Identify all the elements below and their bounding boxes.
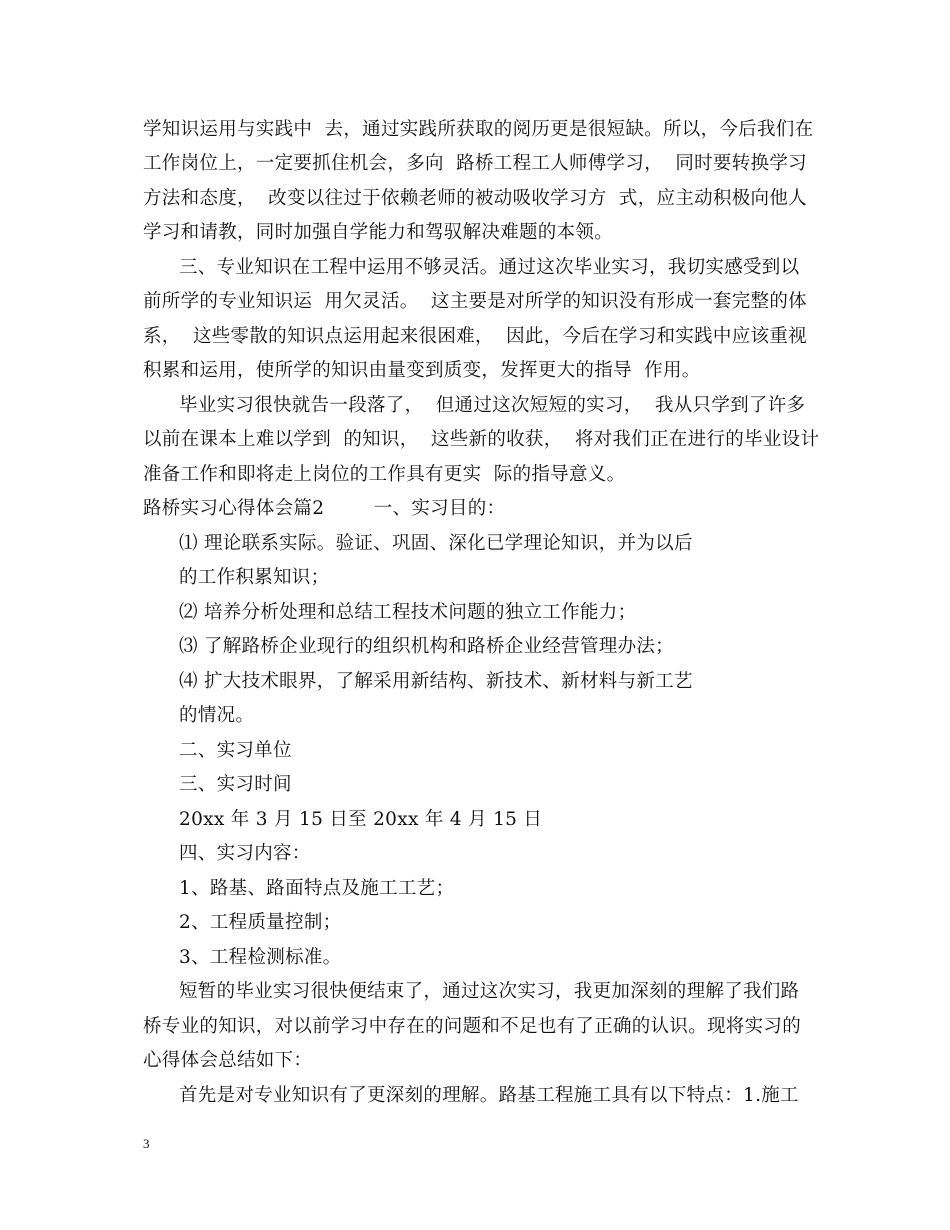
text-line: 桥专业的知识，对以前学习中存在的问题和不足也有了正确的认识。现将实习的: [143, 1016, 802, 1037]
text-line: 20xx 年 3 月 15 日至 20xx 年 4 月 15 日: [179, 809, 543, 830]
text-line: 学知识运用与实践中 去，通过实践所获取的阅历更是很短缺。所以，今后我们在: [143, 119, 814, 140]
text-line: 短暂的毕业实习很快便结束了，通过这次实习，我更加深刻的理解了我们路: [179, 981, 800, 1002]
text-line: 准备工作和即将走上岗位的工作具有更实 际的指导意义。: [143, 464, 626, 485]
text-line: 心得体会总结如下：: [143, 1050, 313, 1071]
text-line: 四、实习内容：: [179, 843, 311, 864]
list-item: ⑵ 培养分析处理和总结工程技术问题的独立工作能力；: [179, 602, 637, 623]
text-line: 积累和运用，使所学的知识由量变到质变，发挥更大的指导 作用。: [143, 360, 701, 381]
list-item: 3、工程检测标准。: [179, 947, 342, 968]
text-line: 二、实习单位: [179, 740, 292, 761]
text-line: 系， 这些零散的知识点运用起来很困难， 因此，今后在学习和实践中应该重视: [143, 326, 807, 347]
text-line: 毕业实习很快就告一段落了， 但通过这次短短的实习， 我从只学到了许多: [179, 395, 806, 416]
list-item: ⑴ 理论联系实际。验证、巩固、深化已学理论知识，并为以后: [179, 533, 693, 554]
text-line: 方法和态度， 改变以往过于依赖老师的被动吸收学习方 式，应主动积极向他人: [143, 188, 807, 209]
text-line: 三、专业知识在工程中运用不够灵活。通过这次毕业实习，我切实感受到以: [179, 257, 800, 278]
text-line: 首先是对专业知识有了更深刻的理解。路基工程施工具有以下特点：1.施工: [179, 1085, 799, 1106]
list-item: ⑷ 扩大技术眼界，了解采用新结构、新技术、新材料与新工艺: [179, 671, 693, 692]
list-item: 2、工程质量控制；: [179, 912, 342, 933]
text-line: 以前在课本上难以学到 的知识， 这些新的收获， 将对我们正在进行的毕业设计: [143, 429, 820, 450]
list-item: 的情况。: [179, 705, 255, 726]
text-line: 工作岗位上，一定要抓住机会，多向 路桥工程工人师傅学习， 同时要转换学习: [143, 153, 807, 174]
page-number: 3: [143, 1136, 150, 1151]
list-item: 1、路基、路面特点及施工工艺；: [179, 878, 455, 899]
list-item: ⑶ 了解路桥企业现行的组织机构和路桥企业经营管理办法；: [179, 636, 674, 657]
list-item: 的工作积累知识；: [179, 567, 330, 588]
section-heading: 路桥实习心得体会篇2 一、实习目的：: [143, 498, 506, 519]
text-line: 三、实习时间: [179, 774, 292, 795]
text-line: 学习和请教，同时加强自学能力和驾驭解决难题的本领。: [143, 222, 614, 243]
text-line: 前所学的专业知识运 用欠灵活。 这主要是对所学的知识没有形成一套完整的体: [143, 291, 807, 312]
